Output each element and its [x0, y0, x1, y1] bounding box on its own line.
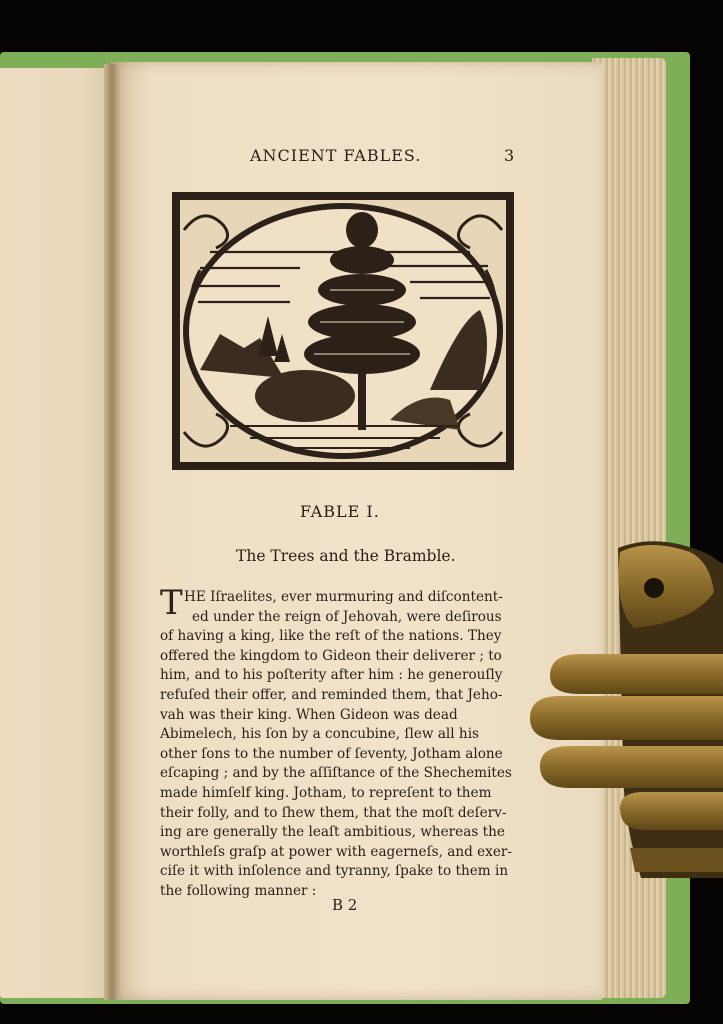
body-line: refuſed their offer, and reminded them, that Jeho- — [160, 686, 503, 703]
body-line: eſcaping ; and by the aſſiſtance of the Shechemites — [160, 765, 512, 782]
running-head: ANCIENT FABLES. — [250, 146, 422, 165]
body-line: Abimelech, his ſon by a concubine, ſlew all his — [160, 726, 480, 743]
brass-hand-clamp-icon — [520, 538, 723, 878]
body-line: ing are generally the leaſt ambitious, whereas the — [160, 824, 505, 841]
tree-woodcut-icon — [170, 190, 516, 472]
body-line: worthleſs graſp at power with eagerneſs, and exer- — [160, 843, 512, 860]
fable-body — [160, 583, 538, 902]
body-line: offered the kingdom to Gideon their deliverer ; to — [160, 647, 502, 664]
body-line: ciſe it with inſolence and tyranny, ſpake to them in — [160, 863, 509, 880]
fable-title: The Trees and the Bramble. — [236, 547, 456, 565]
body-line: other ſons to the number of ſeventy, Jotham alone — [160, 745, 503, 762]
body-line: him, and to his poſterity after him : he generouſly — [160, 667, 503, 684]
book-gutter — [104, 64, 120, 1000]
signature-mark: B 2 — [332, 896, 358, 914]
fable-number: FABLE I. — [300, 502, 380, 521]
body-line: their folly, and to ſhew them, that the moſt deſerv- — [160, 804, 507, 821]
left-page — [0, 68, 118, 998]
page-number: 3 — [504, 146, 515, 165]
drop-cap: T — [160, 583, 183, 623]
body-line: of having a king, like the reſt of the nations. They — [160, 628, 502, 645]
body-line: the following manner : — [160, 882, 317, 899]
body-line: made himſelf king. Jotham, to repreſent to them — [160, 784, 492, 801]
body-line: ed under the reign of Jehovah, were deſirous — [192, 608, 502, 625]
body-line: vah was their king. When Gideon was dead — [160, 706, 458, 723]
body-line: HE Iſraelites, ever murmuring and diſcontent- — [184, 589, 503, 605]
